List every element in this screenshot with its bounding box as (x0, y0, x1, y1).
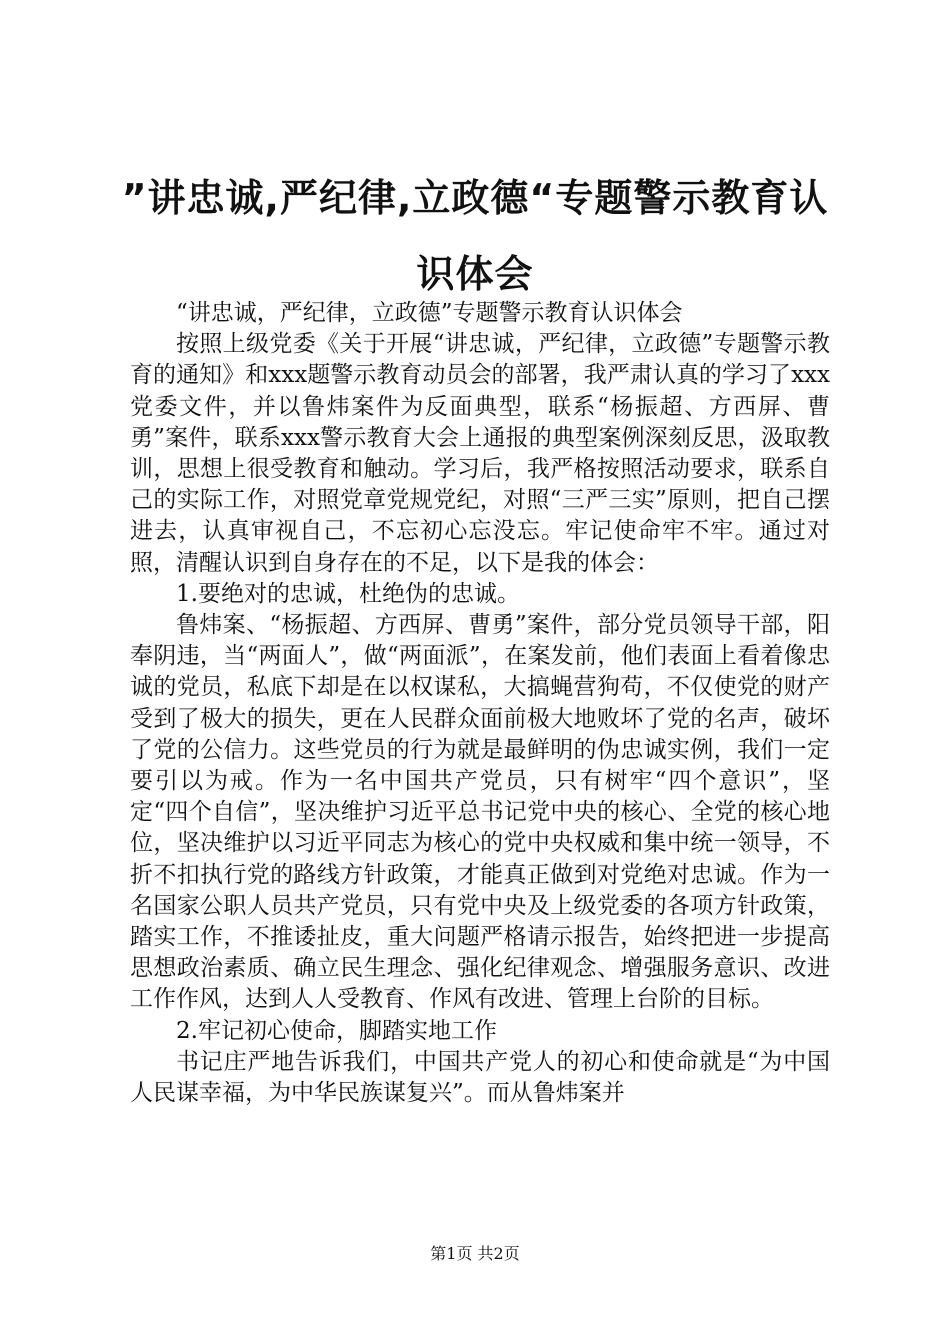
section-heading-2: 2.牢记初心使命，脚踏实地工作 (176, 1017, 497, 1044)
document-subtitle: “讲忠诚，严纪律，立政德”专题警示教育认识体会 (176, 300, 683, 326)
paragraph-intro: 按照上级党委《关于开展“讲忠诚，严纪律，立政德”专题警示教育的通知》和xxx题警示教育动员会的部署，我严肃认真的学习了xxx党委文件，并以鲁炜案件为反面典型，联系“杨振超、方西屏、曹勇”案件，联系xxx警示教育大会上通报的典型案例深刻反思，汲取教训，思想上很受教育和触动。学习后，我严格按照活动要求，联系自己的实际工作，对照党章党规党纪，对照“三严三实”原则，把自己摆进去，认真审视自己，不忘初心忘没忘。牢记使命牢不牢。通过对照，清醒认识到自身存在的不足，以下是我的体会： (130, 331, 830, 576)
section-heading-1: 1.要绝对的忠诚，杜绝伪的忠诚。 (176, 580, 520, 607)
document-body (130, 298, 830, 1109)
paragraph-section-1: 鲁炜案、“杨振超、方西屏、曹勇”案件，部分党员领导干部，阳奉阴违，当“两面人”，做“两面派”，在案发前，他们表面上看着像忠诚的党员，私底下却是在以权谋私，大搞蝇营狗苟，不仅使党的财产受到了极大的损失，更在人民群众面前极大地败坏了党的名声，破坏了党的公信力。这些党员的行为就是最鲜明的伪忠诚实例，我们一定要引以为戒。作为一名中国共产党员，只有树牢“四个意识”，坚定“四个自信”，坚决维护习近平总书记党中央的核心、全党的核心地位，坚决维护以习近平同志为核心的党中央权威和集中统一领导，不折不扣执行党的路线方针政策，才能真正做到对党绝对忠诚。作为一名国家公职人员共产党员，只有党中央及上级党委的各项方针政策，踏实工作，不推诿扯皮，重大问题严格请示报告，始终把进一步提高思想政治素质、确立民生理念、强化纪律观念、增强服务意识、改进工作作风，达到人人受教育、作风有改进、管理上台阶的目标。 (130, 612, 830, 1013)
paragraph-section-2: 书记庄严地告诉我们，中国共产党人的初心和使命就是“为中国人民谋幸福，为中华民族谋复兴”。而从鲁炜案并 (130, 1048, 830, 1107)
document-title: ”讲忠诚,严纪律,立政德“专题警示教育认识体会 (121, 176, 829, 296)
page-footer: 第1页 共2页 (430, 1244, 520, 1263)
